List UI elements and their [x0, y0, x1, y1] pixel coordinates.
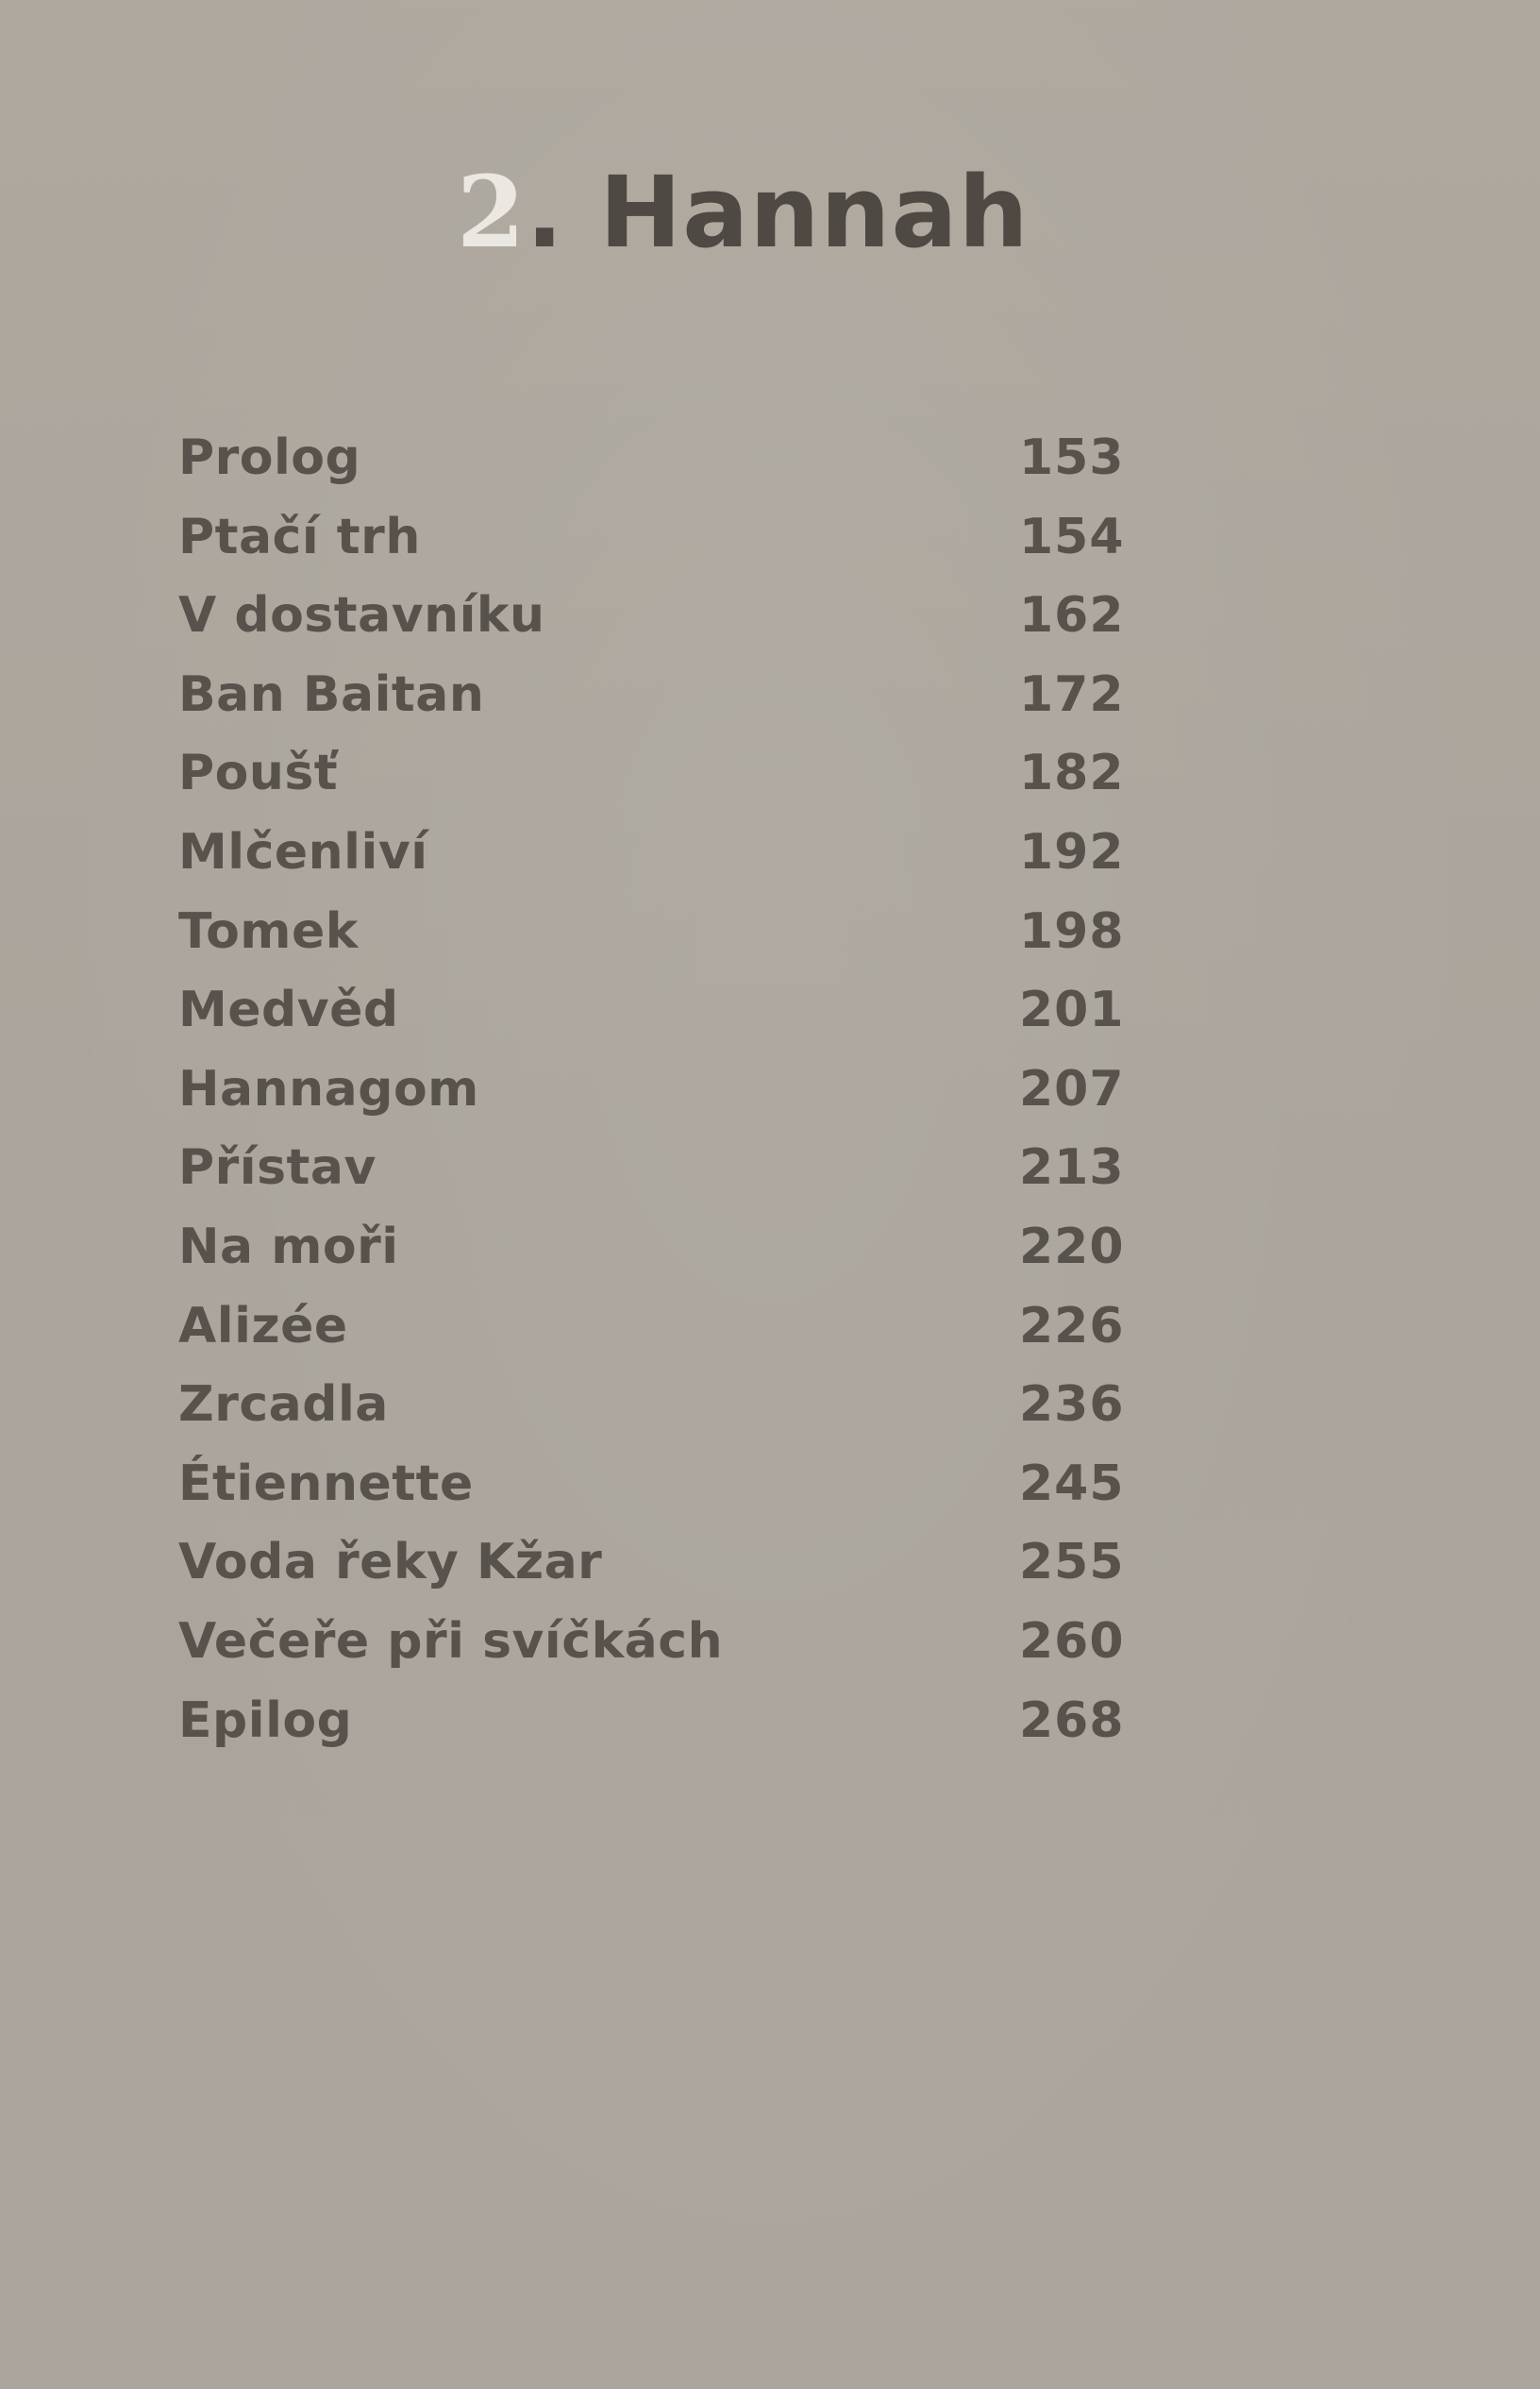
- toc-entry-title: Zrcadla: [178, 1376, 389, 1434]
- toc-entry: [178, 1051, 1125, 1130]
- toc-entry-title: Epilog: [178, 1691, 353, 1749]
- toc-entry-title: Mlčenliví: [178, 823, 428, 881]
- toc-entry-title: Hannagom: [178, 1060, 479, 1118]
- toc-entry-page: 207: [1019, 1060, 1125, 1118]
- toc-entry-title: Prolog: [178, 429, 361, 486]
- toc-entry: [178, 1445, 1125, 1524]
- toc-entry-page: 213: [1019, 1139, 1125, 1197]
- toc-entry: [178, 1603, 1125, 1682]
- toc-entry-page: 162: [1019, 587, 1125, 645]
- toc-entry-page: 182: [1019, 745, 1125, 802]
- toc-entry: [178, 1129, 1125, 1208]
- toc-entry: [178, 1366, 1125, 1445]
- toc-entry-page: 220: [1019, 1218, 1125, 1275]
- toc-entry: [178, 577, 1125, 656]
- toc-entry: [178, 1287, 1125, 1367]
- toc-entry-page: 172: [1019, 665, 1125, 723]
- toc-entry-page: 198: [1019, 902, 1125, 960]
- toc-entry-page: 154: [1019, 508, 1125, 565]
- toc-entry-title: Večeře při svíčkách: [178, 1612, 724, 1670]
- toc-entry: [178, 814, 1125, 893]
- toc-entry-title: Přístav: [178, 1139, 377, 1197]
- toc-entry-page: 260: [1019, 1612, 1125, 1670]
- toc-entry-page: 255: [1019, 1534, 1125, 1591]
- toc-entry-title: V dostavníku: [178, 587, 545, 645]
- part-heading: [457, 151, 1029, 274]
- toc-entry-page: 226: [1019, 1297, 1125, 1354]
- table-of-contents: [178, 419, 1125, 1760]
- toc-entry-title: Alizée: [178, 1297, 348, 1354]
- toc-entry-title: Medvěd: [178, 982, 399, 1039]
- toc-entry-page: 245: [1019, 1455, 1125, 1512]
- toc-entry-title: Ban Baitan: [178, 665, 485, 723]
- toc-entry-title: Na moři: [178, 1218, 399, 1275]
- toc-entry: [178, 1682, 1125, 1761]
- toc-entry-title: Voda řeky Kžar: [178, 1534, 603, 1591]
- toc-entry-title: Tomek: [178, 902, 359, 960]
- toc-entry: [178, 734, 1125, 814]
- toc-entry-page: 153: [1019, 429, 1125, 486]
- toc-entry: [178, 498, 1125, 578]
- toc-entry: [178, 1523, 1125, 1603]
- toc-entry-page: 201: [1019, 982, 1125, 1039]
- toc-entry-page: 192: [1019, 823, 1125, 881]
- toc-entry-title: Poušť: [178, 745, 339, 802]
- part-title: Hannah: [599, 155, 1029, 270]
- toc-entry: [178, 419, 1125, 498]
- toc-entry-page: 236: [1019, 1376, 1125, 1434]
- toc-entry: [178, 971, 1125, 1051]
- toc-entry: [178, 1208, 1125, 1287]
- toc-entry-title: Étiennette: [178, 1455, 474, 1512]
- part-number-separator: .: [526, 155, 564, 270]
- toc-entry-title: Ptačí trh: [178, 508, 421, 565]
- toc-entry-page: 268: [1019, 1691, 1125, 1749]
- toc-entry: [178, 656, 1125, 735]
- toc-entry: [178, 893, 1125, 972]
- part-number: 2: [457, 154, 527, 270]
